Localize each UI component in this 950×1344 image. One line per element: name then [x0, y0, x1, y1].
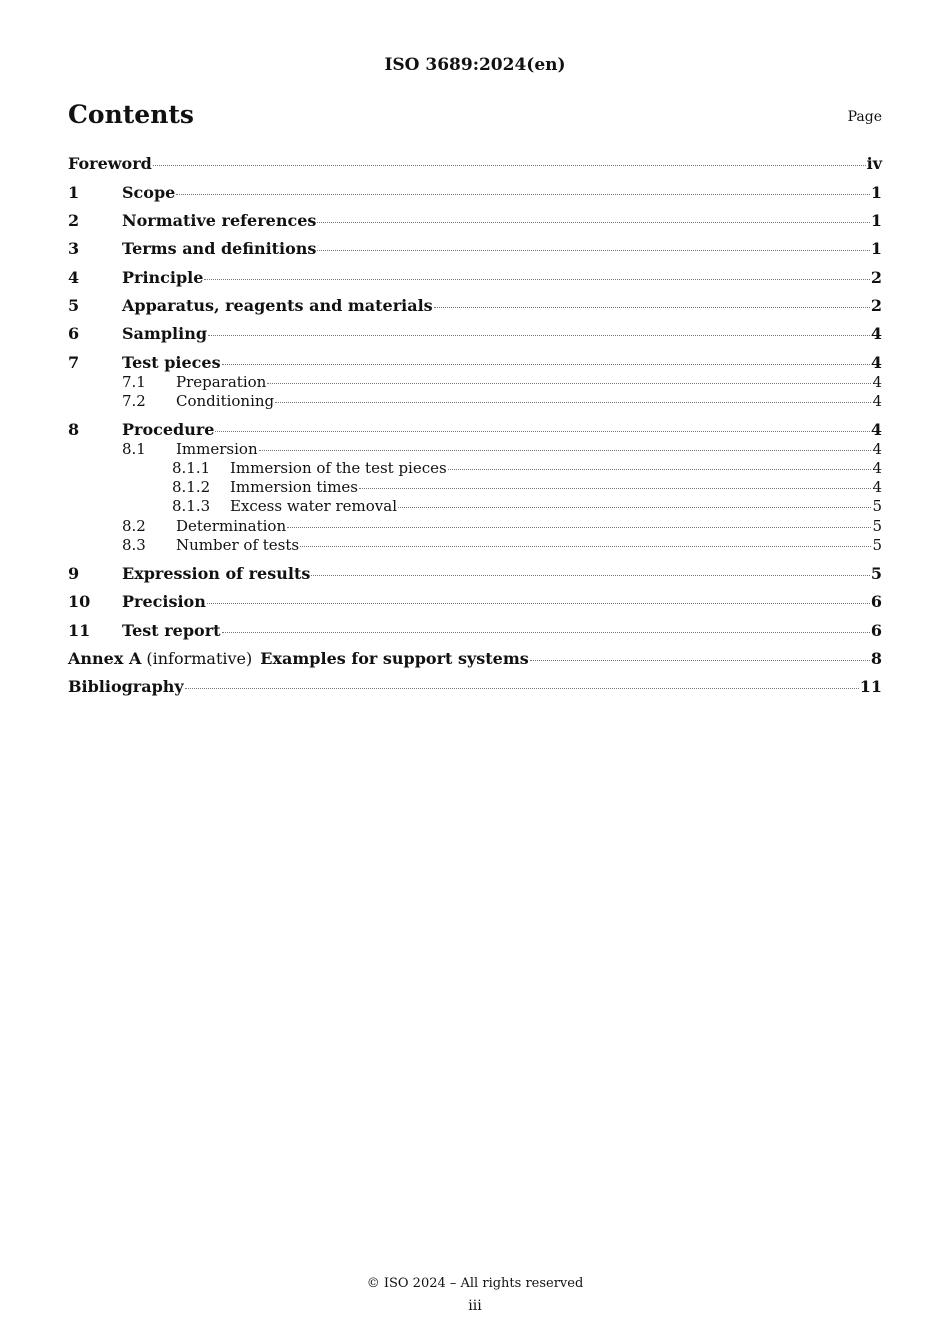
toc-number: 8.1 — [122, 440, 146, 458]
toc-label: Terms and definitions — [122, 239, 317, 258]
toc-leader — [317, 249, 869, 251]
toc-page: 8 — [870, 649, 882, 668]
toc-entry-principle[interactable] — [68, 268, 882, 288]
contents-title: Contents — [68, 100, 195, 129]
toc-leader — [259, 449, 872, 451]
toc-label: Foreword — [68, 154, 152, 173]
toc-entry-number-of-tests[interactable] — [68, 536, 882, 556]
toc-leader — [300, 545, 871, 547]
toc-page: 5 — [872, 517, 882, 535]
toc-label: Test pieces — [122, 353, 221, 372]
toc-label: Test report — [122, 621, 221, 640]
toc-number: 7.1 — [122, 373, 146, 391]
toc-number: 7.2 — [122, 392, 146, 410]
copyright-notice: © ISO 2024 – All rights reserved — [366, 1276, 584, 1291]
toc-entry-test-report[interactable] — [68, 621, 882, 641]
toc-label: Apparatus, reagents and materials — [122, 296, 433, 315]
toc-entry-determination[interactable] — [68, 517, 882, 537]
toc-label: Immersion times — [230, 478, 358, 496]
toc-entry-sampling[interactable] — [68, 324, 882, 344]
toc-label: Normative references — [122, 211, 317, 230]
toc-leader — [222, 631, 870, 633]
toc-leader — [530, 659, 870, 661]
toc-page: 6 — [870, 592, 882, 611]
toc-label: Determination — [176, 517, 287, 535]
toc-page: 6 — [870, 621, 882, 640]
toc-label: Preparation — [176, 373, 267, 391]
toc-label: Excess water removal — [230, 497, 397, 515]
toc-label: Conditioning — [176, 392, 275, 410]
toc-page: 1 — [870, 183, 882, 202]
toc-entry-expression-of-results[interactable] — [68, 564, 882, 584]
toc-label: Bibliography — [68, 677, 184, 696]
toc-label: Examples for support systems — [260, 649, 529, 668]
toc-entry-annex-a[interactable] — [68, 649, 882, 669]
toc-leader — [448, 468, 872, 470]
toc-number: 8.2 — [122, 517, 146, 535]
annex-qualifier: (informative) — [146, 649, 253, 668]
toc-leader — [207, 602, 870, 604]
toc-number: 7 — [68, 353, 80, 372]
toc-page: 4 — [872, 478, 882, 496]
page-number: iii — [468, 1298, 482, 1314]
toc-page: 1 — [870, 211, 882, 230]
toc-number: 2 — [68, 211, 80, 230]
toc-leader — [153, 164, 866, 166]
toc-number: 8.3 — [122, 536, 146, 554]
toc-leader — [275, 401, 871, 403]
annex-prefix: Annex A — [68, 649, 142, 668]
toc-page: 4 — [872, 459, 882, 477]
toc-page: 11 — [859, 677, 882, 696]
toc-label: Scope — [122, 183, 176, 202]
toc-label: Number of tests — [176, 536, 300, 554]
toc-entry-test-pieces[interactable] — [68, 353, 882, 373]
toc-leader — [434, 306, 870, 308]
toc-label: Procedure — [122, 420, 215, 439]
toc-page: 4 — [870, 324, 882, 343]
toc-entry-immersion[interactable] — [68, 440, 882, 460]
toc-number: 8.1.3 — [172, 497, 211, 515]
toc-label: Expression of results — [122, 564, 311, 583]
toc-number: 5 — [68, 296, 80, 315]
document-header: ISO 3689:2024(en) — [384, 55, 566, 75]
toc-entry-scope[interactable] — [68, 183, 882, 203]
toc-leader — [176, 193, 870, 195]
toc-page: 5 — [872, 497, 882, 515]
toc-page: 4 — [872, 440, 882, 458]
toc-page: 4 — [872, 392, 882, 410]
toc-entry-bibliography[interactable] — [68, 677, 882, 697]
toc-entry-procedure[interactable] — [68, 420, 882, 440]
toc-entry-precision[interactable] — [68, 592, 882, 612]
toc-leader — [185, 687, 859, 689]
toc-leader — [287, 526, 871, 528]
toc-leader — [215, 430, 869, 432]
toc-number: 11 — [68, 621, 91, 640]
toc-page: 5 — [872, 536, 882, 554]
toc-label: Principle — [122, 268, 204, 287]
toc-number: 9 — [68, 564, 80, 583]
toc-label: Sampling — [122, 324, 208, 343]
toc-number: 10 — [68, 592, 91, 611]
toc-entry-normative-references[interactable] — [68, 211, 882, 231]
toc-number: 8.1.1 — [172, 459, 211, 477]
toc-entry-preparation[interactable] — [68, 373, 882, 393]
toc-leader — [204, 278, 869, 280]
toc-entry-excess-water-removal[interactable] — [68, 497, 882, 517]
toc-number: 1 — [68, 183, 80, 202]
toc-label: Precision — [122, 592, 206, 611]
toc-page: 4 — [870, 420, 882, 439]
toc-entry-terms-and-definitions[interactable] — [68, 239, 882, 259]
toc-number: 8.1.2 — [172, 478, 211, 496]
toc-leader — [208, 334, 870, 336]
toc-entry-immersion-of-test-pieces[interactable] — [68, 459, 882, 479]
toc-label: Immersion of the test pieces — [230, 459, 447, 477]
toc-number: 6 — [68, 324, 80, 343]
toc-page: 2 — [870, 296, 882, 315]
toc-leader — [222, 363, 870, 365]
toc-leader — [317, 221, 869, 223]
toc-page: 2 — [870, 268, 882, 287]
toc-number: 8 — [68, 420, 80, 439]
page-column-label: Page — [847, 109, 882, 125]
toc-page: 1 — [870, 239, 882, 258]
toc-page: 5 — [870, 564, 882, 583]
toc-entry-immersion-times[interactable] — [68, 478, 882, 498]
toc-page: iv — [866, 154, 882, 173]
toc-label: Immersion — [176, 440, 258, 458]
toc-leader — [398, 506, 871, 508]
toc-number: 4 — [68, 268, 80, 287]
toc-entry-foreword[interactable] — [68, 154, 882, 174]
toc-leader — [267, 382, 871, 384]
toc-number: 3 — [68, 239, 80, 258]
toc-page: 4 — [870, 353, 882, 372]
toc-page: 4 — [872, 373, 882, 391]
toc-leader — [359, 487, 871, 489]
toc-entry-conditioning[interactable] — [68, 392, 882, 412]
toc-leader — [311, 574, 870, 576]
toc-entry-apparatus[interactable] — [68, 296, 882, 316]
